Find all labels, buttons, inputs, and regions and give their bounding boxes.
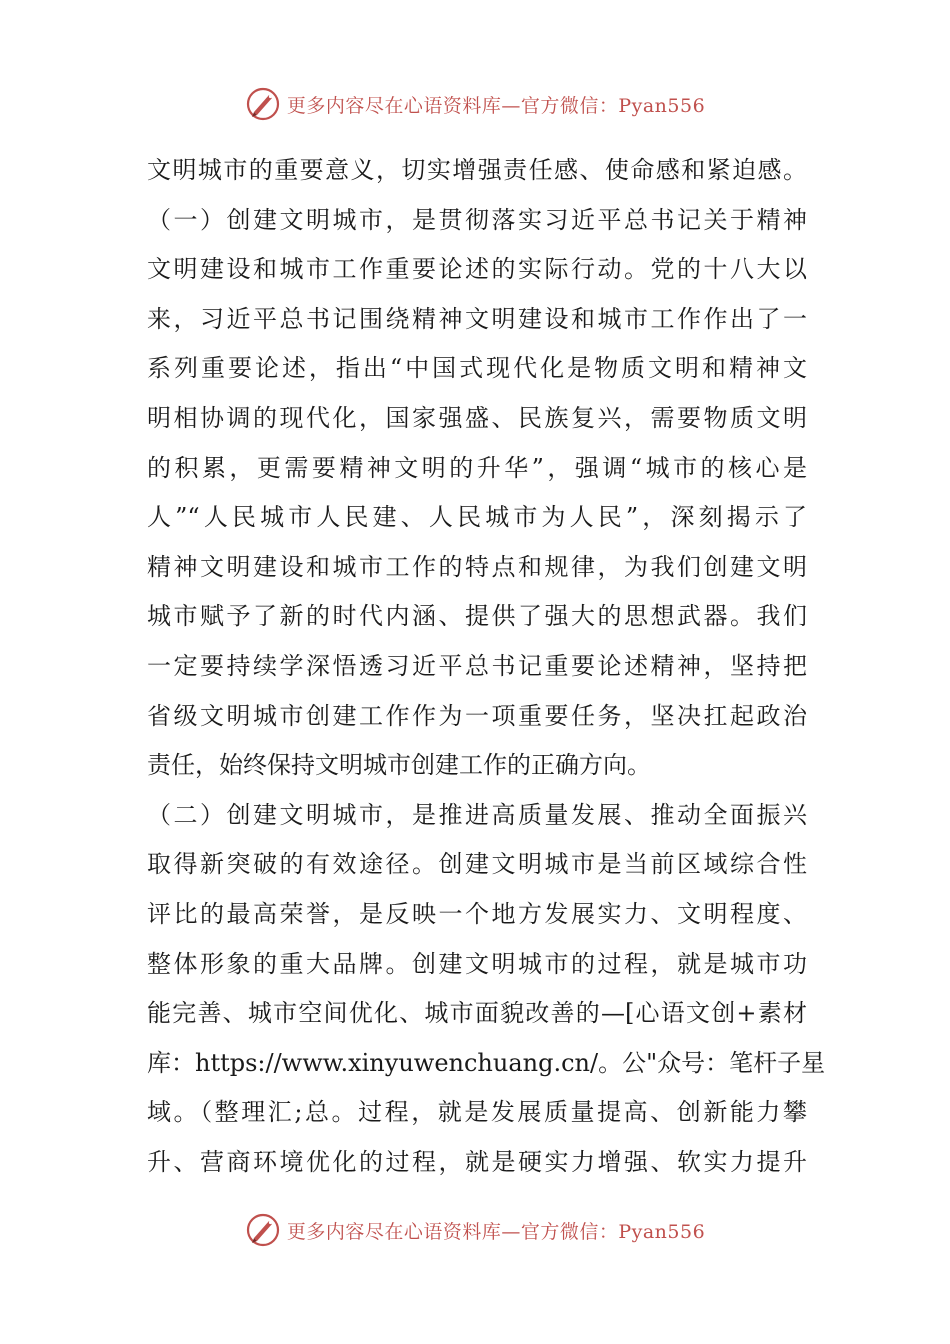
header-banner-text: 更多内容尽在心语资料库—官方微信：Pyan556 [286, 94, 706, 117]
pen-logo-icon [245, 1212, 281, 1248]
text-line: 文明城市的重要意义，切实增强责任感、使命感和紧迫感。 [147, 156, 807, 184]
pen-logo-icon [245, 86, 281, 122]
text-line: 责任，始终保持文明城市创建工作的正确方向。 [147, 751, 651, 780]
text-line: 整体形象的重大品牌。创建文明城市的过程，就是城市功 [147, 949, 807, 978]
footer-banner [0, 1208, 950, 1252]
text-line: （二）创建文明城市，是推进高质量发展、推动全面振兴 [147, 800, 807, 829]
text-line: 取得新突破的有效途径。创建文明城市是当前区域综合性 [147, 850, 807, 879]
text-line: 明相协调的现代化，国家强盛、民族复兴，需要物质文明 [147, 403, 807, 432]
text-line: （一）创建文明城市，是贯彻落实习近平总书记关于精神 [147, 205, 807, 234]
text-line: 城市赋予了新的时代内涵、提供了强大的思想武器。我们 [147, 602, 807, 631]
text-line: 精神文明建设和城市工作的特点和规律，为我们创建文明 [147, 552, 807, 581]
text-line: 的积累，更需要精神文明的升华”，强调“城市的核心是 [147, 453, 807, 482]
document-body [147, 146, 826, 1187]
text-line: 域。（整理汇;总。过程，就是发展质量提高、创新能力攀 [147, 1098, 807, 1127]
footer-banner-text: 更多内容尽在心语资料库—官方微信：Pyan556 [286, 1220, 706, 1243]
text-line: 来，习近平总书记围绕精神文明建设和城市工作作出了一 [147, 304, 807, 333]
text-line: 一定要持续学深悟透习近平总书记重要论述精神，坚持把 [147, 651, 807, 680]
header-banner [0, 82, 950, 126]
text-line: 文明建设和城市工作重要论述的实际行动。党的十八大以 [147, 255, 807, 284]
text-line: 评比的最高荣誉，是反映一个地方发展实力、文明程度、 [147, 899, 807, 928]
text-line: 省级文明城市创建工作作为一项重要任务，坚决扛起政治 [147, 701, 807, 730]
text-line: 能完善、城市空间优化、城市面貌改善的—[心语文创+素材 [147, 999, 807, 1028]
text-line: 库：https://www.xinyuwenchuang.cn/。公"众号：笔杆子星 [147, 1048, 826, 1077]
text-line: 人”“人民城市人民建、人民城市为人民”，深刻揭示了 [147, 503, 807, 532]
text-line: 升、营商环境优化的过程，就是硬实力增强、软实力提升 [147, 1147, 807, 1176]
text-line: 系列重要论述，指出“中国式现代化是物质文明和精神文 [147, 354, 807, 383]
